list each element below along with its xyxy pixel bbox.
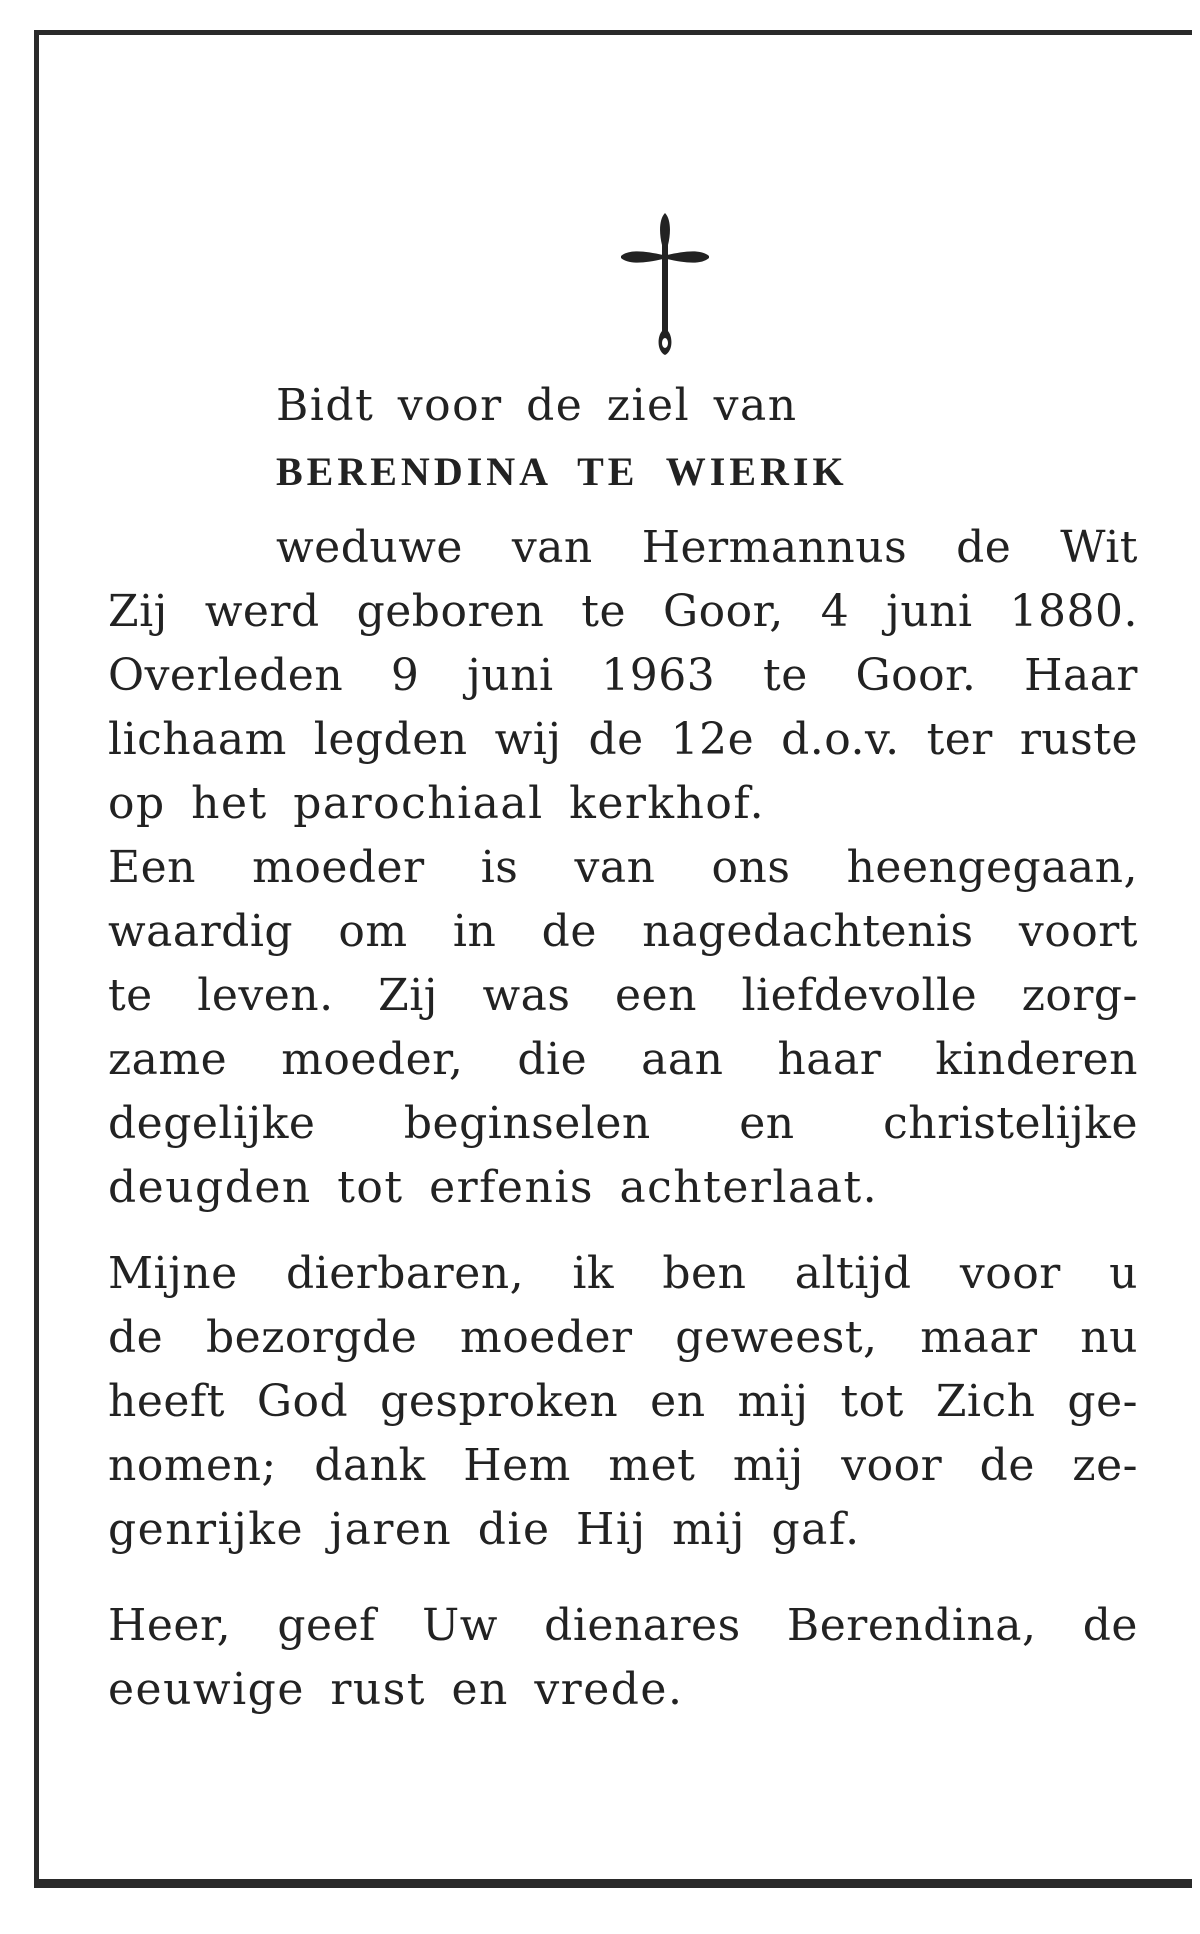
- word: liefdevolle: [741, 970, 978, 1021]
- word: de: [956, 522, 1012, 573]
- paragraph1-line: [108, 714, 1138, 765]
- word: weduwe: [276, 522, 463, 573]
- word: Overleden: [108, 650, 344, 701]
- word: heeft: [108, 1376, 225, 1427]
- word: kinderen: [935, 1034, 1138, 1085]
- word: te: [581, 586, 627, 637]
- word: Mijne: [108, 1248, 238, 1299]
- word: ter: [926, 714, 993, 765]
- word: moeder,: [281, 1034, 464, 1085]
- word: Haar: [1024, 650, 1138, 701]
- word: Wit: [1060, 522, 1138, 573]
- word: Zich: [935, 1376, 1036, 1427]
- word: waardig: [108, 906, 294, 957]
- word: d.o.v.: [781, 714, 900, 765]
- word: tot: [840, 1376, 904, 1427]
- paragraph3-line: [108, 1440, 1138, 1491]
- word: voor: [841, 1440, 943, 1491]
- word: in: [452, 906, 497, 957]
- word: ze-: [1072, 1440, 1138, 1491]
- word: wij: [494, 714, 562, 765]
- word: nu: [1080, 1312, 1138, 1363]
- word: dank: [314, 1440, 426, 1491]
- word: Hem: [463, 1440, 571, 1491]
- word: ons: [711, 842, 791, 893]
- word: werd: [204, 586, 320, 637]
- word: mij: [732, 1440, 804, 1491]
- word: van: [511, 522, 593, 573]
- paragraph3-last-line: genrijke jaren die Hij mij gaf.: [108, 1504, 861, 1555]
- word: moeder: [252, 842, 425, 893]
- word: lichaam: [108, 714, 287, 765]
- word: Berendina,: [786, 1600, 1037, 1651]
- word: de: [588, 714, 644, 765]
- paragraph2-line: [108, 1034, 1138, 1085]
- paragraph2-line: [108, 970, 1138, 1021]
- word: nomen;: [108, 1440, 277, 1491]
- word: de: [979, 1440, 1035, 1491]
- word: nagedachtenis: [642, 906, 974, 957]
- word: voort: [1018, 906, 1138, 957]
- intro-line: Bidt voor de ziel van: [276, 380, 798, 431]
- word: 1963: [601, 650, 716, 701]
- word: Goor.: [855, 650, 977, 701]
- paragraph1-line: [108, 586, 1138, 637]
- cross-icon: [619, 211, 711, 357]
- word: juni: [467, 650, 554, 701]
- word: 12e: [670, 714, 755, 765]
- word: moeder: [460, 1312, 633, 1363]
- word: aan: [641, 1034, 724, 1085]
- word: God: [256, 1376, 349, 1427]
- word: een: [614, 970, 697, 1021]
- word: christelijke: [883, 1098, 1138, 1149]
- word: dienares: [544, 1600, 741, 1651]
- word: de: [541, 906, 597, 957]
- word: dierbaren,: [285, 1248, 525, 1299]
- word: zorg-: [1021, 970, 1138, 1021]
- word: van: [574, 842, 656, 893]
- word: leven.: [197, 970, 334, 1021]
- word: 9: [390, 650, 420, 701]
- paragraph2-line: [108, 906, 1138, 957]
- word: en: [739, 1098, 795, 1149]
- paragraph1-line: [108, 650, 1138, 701]
- word: ge-: [1067, 1376, 1138, 1427]
- word: geboren: [356, 586, 545, 637]
- word: Goor,: [662, 586, 784, 637]
- word: ben: [662, 1248, 747, 1299]
- paragraph2-line: [108, 1098, 1138, 1149]
- word: Hermannus: [641, 522, 908, 573]
- word: ruste: [1019, 714, 1138, 765]
- word: de: [108, 1312, 164, 1363]
- word: is: [480, 842, 519, 893]
- paragraph4-last-line: eeuwige rust en vrede.: [108, 1664, 684, 1715]
- word: en: [650, 1376, 706, 1427]
- deceased-name: BERENDINA TE WIERIK: [276, 449, 848, 494]
- word: maar: [920, 1312, 1038, 1363]
- word: met: [608, 1440, 696, 1491]
- word: altijd: [794, 1248, 912, 1299]
- word: haar: [777, 1034, 882, 1085]
- word: u: [1109, 1248, 1138, 1299]
- paragraph2-line: [108, 842, 1138, 893]
- paragraph3-line: [108, 1248, 1138, 1299]
- word: Heer,: [108, 1600, 232, 1651]
- word: bezorgde: [205, 1312, 418, 1363]
- word: geweest,: [675, 1312, 878, 1363]
- paragraph2-last-line: deugden tot erfenis achterlaat.: [108, 1162, 879, 1213]
- word: zame: [108, 1034, 228, 1085]
- word: legden: [313, 714, 468, 765]
- word: Uw: [422, 1600, 498, 1651]
- word: Zij: [108, 586, 168, 637]
- word: voor: [959, 1248, 1061, 1299]
- word: mij: [737, 1376, 809, 1427]
- word: Zij: [378, 970, 438, 1021]
- paragraph4-line: [108, 1600, 1138, 1651]
- word: de: [1082, 1600, 1138, 1651]
- paragraph1-last-line: op het parochiaal kerkhof.: [108, 778, 766, 829]
- word: Een: [108, 842, 196, 893]
- word: ik: [572, 1248, 615, 1299]
- word: 4: [820, 586, 850, 637]
- widow-line: [276, 522, 1138, 573]
- word: was: [482, 970, 571, 1021]
- word: heengegaan,: [846, 842, 1138, 893]
- word: 1880.: [1009, 586, 1138, 637]
- paragraph3-line: [108, 1376, 1138, 1427]
- word: die: [517, 1034, 588, 1085]
- word: degelijke: [108, 1098, 316, 1149]
- word: gesproken: [380, 1376, 619, 1427]
- paragraph3-line: [108, 1312, 1138, 1363]
- word: om: [338, 906, 408, 957]
- word: te: [108, 970, 153, 1021]
- word: geef: [277, 1600, 376, 1651]
- word: juni: [886, 586, 973, 637]
- word: beginselen: [403, 1098, 651, 1149]
- word: te: [763, 650, 808, 701]
